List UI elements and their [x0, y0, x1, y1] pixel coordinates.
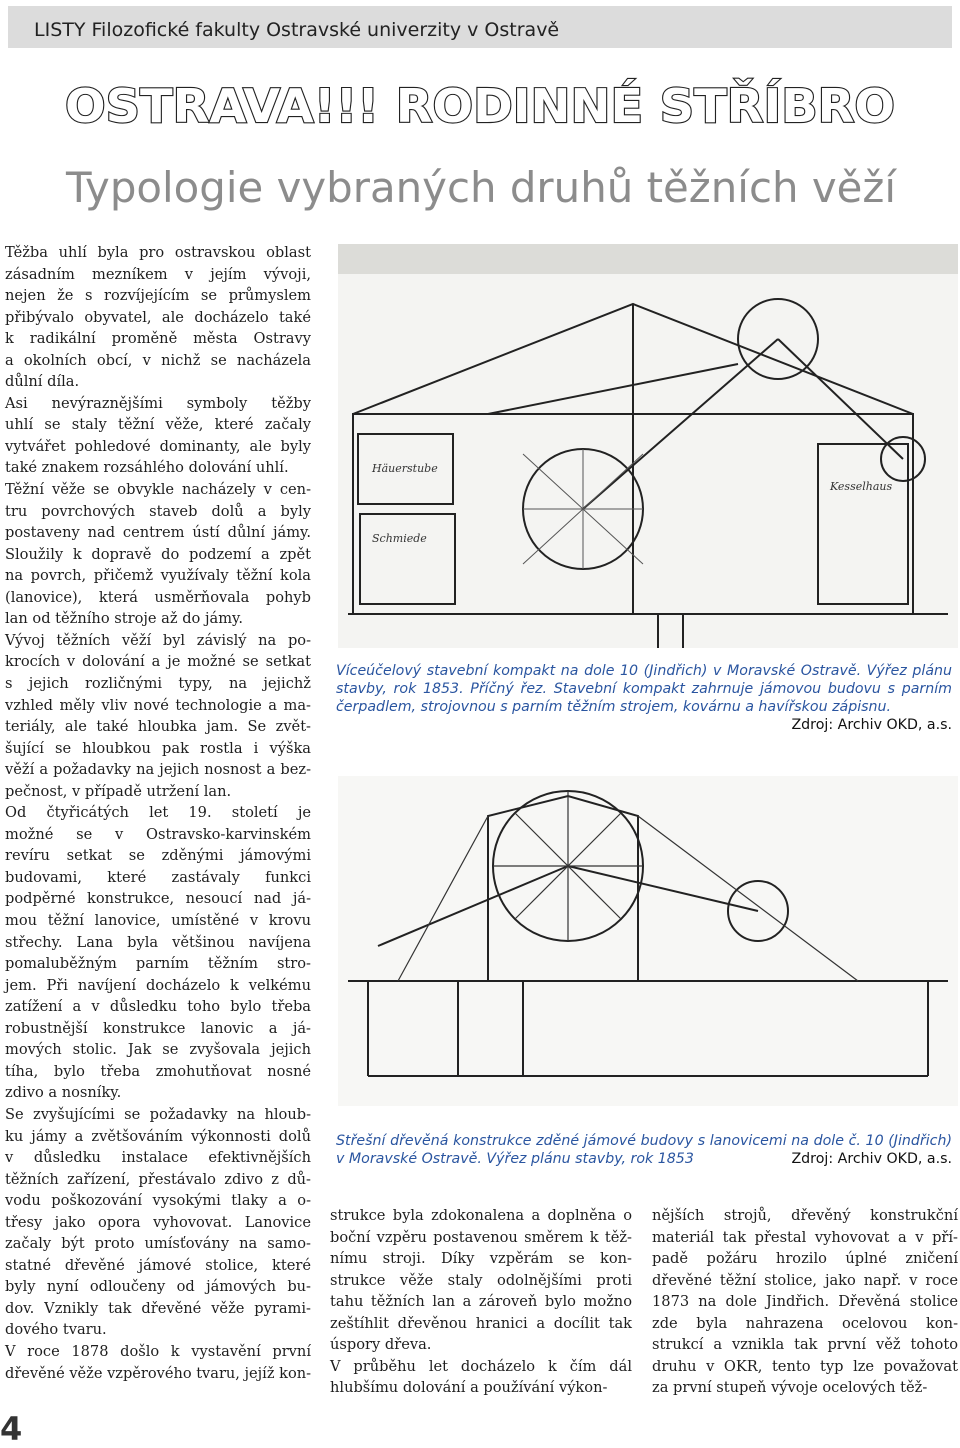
text-line: uhlí se staly těžní věže, které začaly — [5, 416, 311, 434]
text-line: šující se hloubkou pak rostla i výška — [5, 739, 311, 757]
text-line: třesy jako opora vyhovovat. Lanovice — [5, 1213, 311, 1231]
series-banner — [0, 74, 960, 144]
figure1-label-kesselhaus: Kesselhaus — [830, 480, 893, 493]
text-line: V průběhu let docházelo k čím dál — [330, 1357, 632, 1375]
text-line: krocích v dolování a je možné se setkat — [5, 653, 311, 671]
text-line: a okolních obcí, v nichž se nacházela — [5, 351, 311, 369]
text-line: strukcí a vznikla tak první věž tohoto — [652, 1336, 958, 1354]
text-line: strukce věže staly odolnějšími proti — [330, 1271, 632, 1289]
paragraph — [5, 1341, 311, 1384]
figure1-label-hauerstube: Häuerstube — [372, 462, 438, 475]
text-line: mových stolic. Jak se zvyšovala jejich — [5, 1041, 311, 1059]
text-line: lan od těžního stroje až do jámy. — [5, 610, 243, 628]
text-line: k radikální proměně města Ostravy — [5, 330, 311, 348]
text-line: zdivo a nosníky. — [5, 1084, 122, 1102]
text-line: nejen že s rozvíjejícím se průmyslem — [5, 287, 311, 305]
text-line: boční vzpěru postavenou směrem k těž- — [330, 1228, 632, 1246]
text-line: 1873 na dole Jindřich. Dřevěná stolice — [652, 1293, 958, 1311]
journal-title: LISTY Filozofické fakulty Ostravské univerzity v Ostravě — [34, 19, 560, 41]
text-line: důlní díla. — [5, 373, 80, 391]
figure2-caption — [336, 1132, 952, 1168]
text-line: dřevěné věže vzpěrového tvaru, jejíž kon- — [5, 1364, 311, 1382]
article-title — [0, 152, 960, 220]
text-line: Asi nevýraznějšími symboly těžby — [5, 394, 311, 412]
text-line: Vývoj těžních věží byl závislý na po- — [5, 631, 311, 649]
text-line: (lanovice), která usměrňovala pohyb — [5, 588, 311, 606]
text-line: statné dřevěné jámové stolice, které — [5, 1256, 311, 1274]
text-line: těžních zařízení, přestávalo zdivo z dů- — [5, 1170, 311, 1188]
text-line: Těžní věže se obvykle nacházely v cen- — [5, 481, 311, 499]
figure1-caption-text: Víceúčelový stavební kompakt na dole 10 (Jindřich) v Moravské Ostravě. Výřez plánu stavby, rok 1853. Příčný řez. Stavební kompakt zahrnuje jámovou budovu s parním čerpadlem, strojovnou s parním těžním strojem, kovárnu a havířskou zápisnu. — [336, 663, 952, 715]
text-line: hlubšímu dolování a používání výkon- — [330, 1379, 608, 1397]
text-line: zatížení a v důsledku toho bylo třeba — [5, 998, 311, 1016]
figure1-label-schmiede: Schmiede — [372, 532, 427, 545]
paragraph — [330, 1205, 632, 1356]
paragraph — [652, 1205, 958, 1399]
text-line: pečnost, v případě utržení lan. — [5, 782, 232, 800]
text-line: začaly být proto umísťovány na samo- — [5, 1235, 311, 1253]
text-line: strukce byla zdokonalena a doplněna o — [330, 1207, 632, 1224]
paragraph — [5, 630, 311, 802]
text-line: vodu poškozování vysokými tlaky a o- — [5, 1192, 311, 1210]
text-line: tíha, bylo třeba zmohutňovat nosné — [5, 1062, 311, 1080]
text-line: dového tvaru. — [5, 1321, 107, 1339]
text-line: druhu v OKR, tento typ lze považovat — [652, 1357, 958, 1375]
text-line: věží a požadavky na jejich nosnost a bez- — [5, 761, 311, 779]
paragraph — [330, 1356, 632, 1399]
text-line: byly nyní odloučeny od jámových bu- — [5, 1278, 311, 1296]
mine-building-cross-section-drawing — [338, 244, 958, 648]
text-line: pomaluběžným parním těžním stro- — [5, 955, 311, 973]
paragraph — [5, 242, 311, 393]
text-line: Od čtyřicátých let 19. století je — [5, 804, 311, 822]
article-title-text: Typologie vybraných druhů těžních věží — [65, 163, 898, 212]
text-line: na povrch, přičemž využívaly těžní kola — [5, 567, 311, 585]
text-line: dřevěné těžní stolice, jako např. v roce — [652, 1271, 958, 1289]
text-line: ku jámy a zvětšováním výkonnosti dolů — [5, 1127, 311, 1145]
text-line: nějších strojů, dřevěný konstrukční — [652, 1207, 958, 1224]
text-line: také znakem rozsáhlého dolování uhlí. — [5, 459, 289, 477]
text-line: padě požáru hrozilo úplné zničení — [652, 1250, 958, 1268]
text-line: vytvářet pohledové dominanty, ale byly — [5, 437, 311, 455]
figure2-source: Zdroj: Archiv OKD, a.s. — [791, 1151, 952, 1167]
figure1-caption — [336, 662, 952, 734]
text-line: podpěrné konstrukce, nesoucí nad já- — [5, 890, 311, 908]
text-line: za první stupeň vývoje ocelových těž- — [652, 1379, 928, 1397]
text-line: budovami, které zastávaly funkci — [5, 868, 311, 886]
figure2-caption-text: Střešní dřevěná konstrukce zděné jámové budovy s lanovicemi na dole č. 10 (Jindřich) v Moravské Ostravě. Výřez plánu stavby, rok 1853 — [336, 1133, 952, 1167]
text-line: možné se v Ostravsko-karvinském — [5, 825, 311, 843]
text-line: úspory dřeva. — [330, 1336, 432, 1354]
text-line: střechy. Lana byla většinou navíjena — [5, 933, 311, 951]
text-line: Těžba uhlí byla pro ostravskou oblast — [5, 244, 311, 261]
series-banner-text: OSTRAVA!!! RODINNÉ STŘÍBRO — [65, 79, 896, 133]
figure1-source: Zdroj: Archiv OKD, a.s. — [791, 717, 952, 733]
text-line: tru povrchových staveb dolů a byly — [5, 502, 311, 520]
text-line: zásadním mezníkem v jejím vývoji, — [5, 265, 311, 283]
text-line: v důsledku instalace efektivnějších — [5, 1149, 311, 1167]
text-line: robustnější konstrukce lanovic a já- — [5, 1019, 311, 1037]
text-line: dov. Vznikly tak dřevěné věže pyrami- — [5, 1299, 311, 1317]
text-line: Se zvyšujícími se požadavky na hloub- — [5, 1106, 311, 1123]
journal-header-bar — [8, 6, 952, 48]
text-line: přibývalo obyvatel, ale docházelo také — [5, 308, 311, 326]
text-line: jem. Při navíjení docházelo k velkému — [5, 976, 311, 994]
text-line: vzhled měly vliv nové technologie a ma- — [5, 696, 311, 714]
paragraph — [5, 802, 311, 1104]
text-line: V roce 1878 došlo k vystavění první — [5, 1343, 311, 1361]
text-line: zde byla nahrazena ocelovou kon- — [652, 1314, 958, 1332]
paragraph — [5, 393, 311, 479]
text-line: revíru setkat se zděnými jámovými — [5, 847, 311, 865]
text-line: mou těžní lanovice, umístěné v krovu — [5, 912, 311, 930]
paragraph — [5, 479, 311, 630]
text-line: nímu stroji. Díky vzpěrám se kon- — [330, 1250, 632, 1268]
text-line: Sloužily k dopravě do podzemí a zpět — [5, 545, 311, 563]
text-line: teriály, ale také hloubka jam. Se zvět- — [5, 718, 311, 736]
paragraph — [5, 1104, 311, 1341]
text-line: postaveny nad centrem ústí důlní jámy. — [5, 524, 311, 542]
text-line: zeštíhlit dřevěnou hranici a docílit tak — [330, 1314, 632, 1332]
page-number: 4 — [0, 1410, 23, 1448]
text-line: s jejich rozličnými typy, na jejichž — [5, 674, 311, 692]
text-line: tahu těžních lan a zároveň bylo možno — [330, 1293, 632, 1311]
text-line: materiál tak přestal vyhovovat a v pří- — [652, 1228, 958, 1246]
roof-timber-structure-drawing — [338, 776, 958, 1106]
